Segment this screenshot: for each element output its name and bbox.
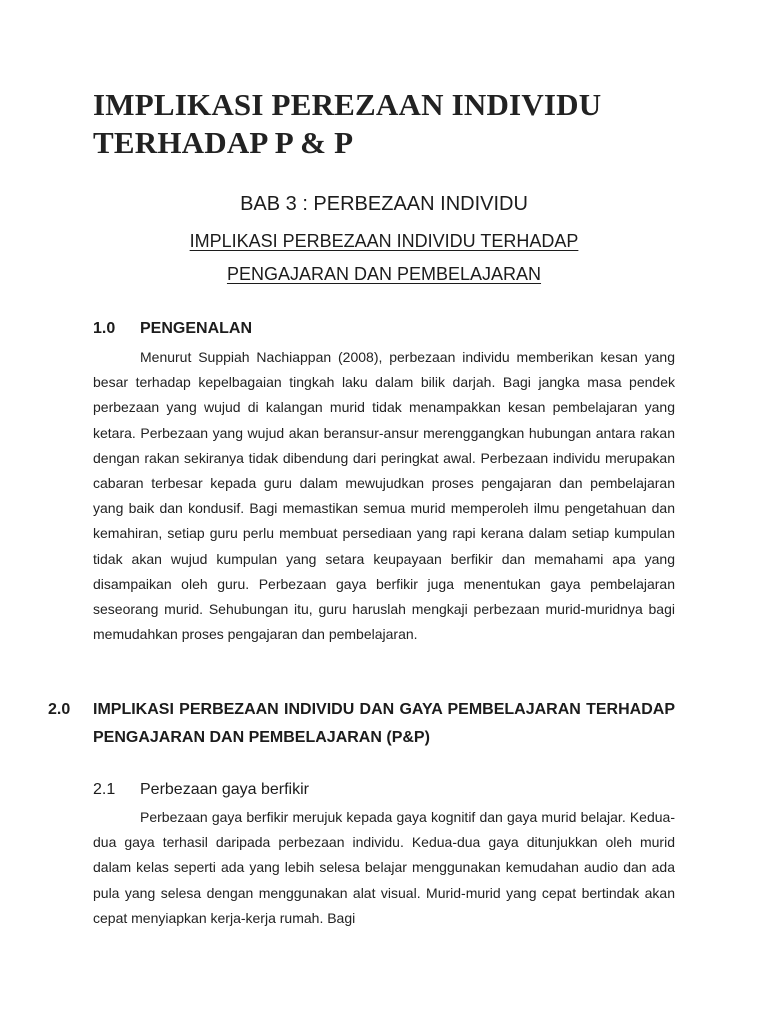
- subtitle-line-1: [0, 229, 768, 253]
- subtitle-line-2-text: PENGAJARAN DAN PEMBELAJARAN: [226, 264, 542, 284]
- section-2-1-number: 2.1: [93, 781, 116, 798]
- section-1-number: 1.0: [93, 320, 116, 337]
- document-title-line-1: IMPLIKASI PEREZAAN INDIVIDU: [93, 87, 602, 122]
- document-title: [93, 86, 713, 162]
- subtitle-line-2: [0, 262, 768, 286]
- chapter-heading: BAB 3 : PERBEZAAN INDIVIDU: [240, 193, 528, 215]
- section-2-1-paragraph: Perbezaan gaya berfikir merujuk kepada gaya kognitif dan gaya murid belajar. Kedua-dua gaya terhasil daripada perbezaan individu. Kedua-dua gaya ditunjukkan oleh murid dalam kelas seperti ada yang lebih selesa belajar menggunakan kemudahan audio dan ada pula yang selesa dengan menggunakan alat visual. Murid-murid yang cepat bertindak akan cepat menyiapkan kerja-kerja rumah. Bagi: [93, 809, 675, 926]
- document-title-line-2: TERHADAP P & P: [93, 125, 354, 160]
- section-1-paragraph: Menurut Suppiah Nachiappan (2008), perbezaan individu memberikan kesan yang besar terhadap kepelbagaian tingkah laku dalam bilik darjah. Bagi jangka masa pendek perbezaan yang wujud di kalangan murid tidak menampakkan kesan pembelajaran yang ketara. Perbezaan yang wujud akan beransur-ansur merenggangkan hubungan antara rakan dengan rakan sekiranya tidak dibendung dari peringkat awal. Perbezaan individu merupakan cabaran terbesar kepada guru dalam mewujudkan proses pengajaran dan pembelajaran yang baik dan kondusif. Bagi memastikan semua murid memperoleh ilmu pengetahuan dan kemahiran, setiap guru perlu membuat persediaan yang rapi kerana dalam setiap kumpulan tidak akan wujud kumpulan yang setara keupayaan berfikir dan memahami apa yang disampaikan oleh guru. Perbezaan gaya berfikir juga menentukan gaya pembelajaran seseorang murid. Sehubungan itu, guru haruslah mengkaji perbezaan murid-muridnya bagi memudahkan proses pengajaran dan pembelajaran.: [93, 349, 675, 643]
- section-1-heading: PENGENALAN: [140, 320, 253, 337]
- section-2-number: 2.0: [48, 701, 71, 718]
- section-2-heading: IMPLIKASI PERBEZAAN INDIVIDU DAN GAYA PEMBELAJARAN TERHADAP PENGAJARAN DAN PEMBELAJARAN (P&P): [93, 701, 675, 746]
- subtitle-line-1-text: IMPLIKASI PERBEZAAN INDIVIDU TERHADAP: [189, 231, 579, 251]
- section-2-1-heading: Perbezaan gaya berfikir: [140, 781, 309, 798]
